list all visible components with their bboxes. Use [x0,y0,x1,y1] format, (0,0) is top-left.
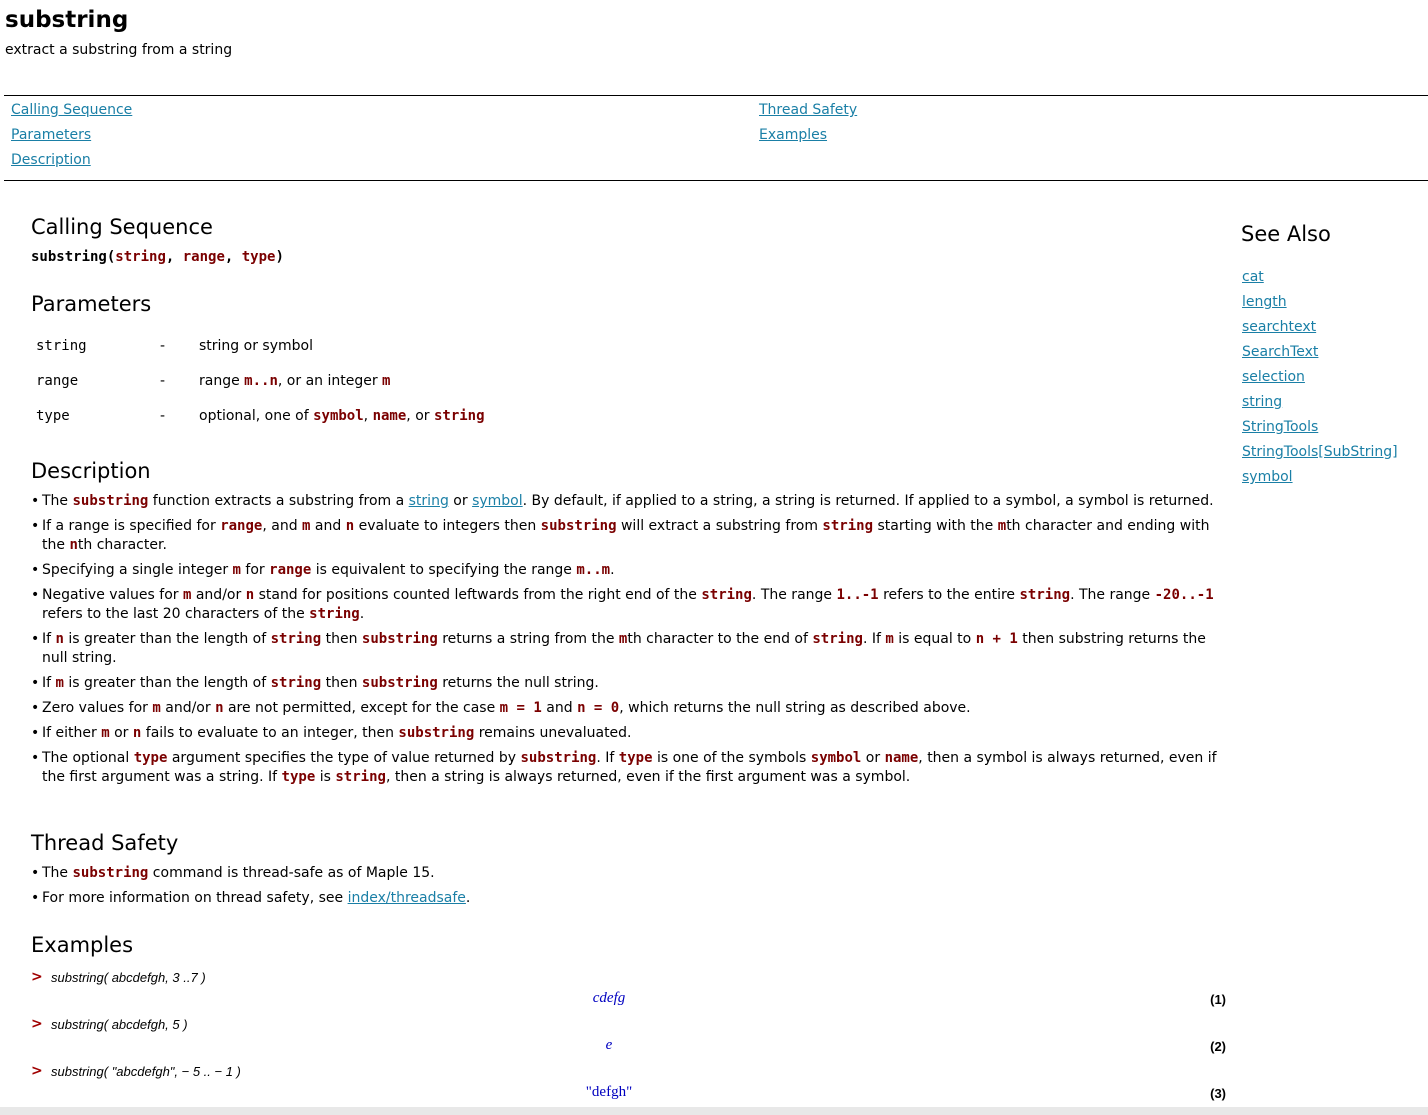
param-desc [199,408,485,424]
keyword: symbol [810,750,862,766]
description-item [31,749,1221,787]
description-list [31,492,1221,793]
param-text: range [199,373,245,389]
equation-label: (3) [1210,1086,1226,1101]
text: is greater than the length of [63,675,271,691]
text: returns the null string. [437,675,599,691]
text: The optional [42,750,134,766]
text: , then a string is always returned, even if the first argument was a symbol. [385,769,911,785]
text: . [465,890,471,906]
equation-label: (2) [1210,1039,1226,1054]
text: will extract a substring from [616,518,823,534]
parameters-heading: Parameters [31,292,152,316]
text: The [42,493,73,509]
link-string[interactable]: string [408,493,449,509]
keyword: n [69,537,78,553]
text: then [321,631,362,647]
text: refers to the last 20 characters of the [42,606,310,622]
text: is one of the symbols [652,750,811,766]
text: are not permitted, except for the case [223,700,500,716]
cs-arg-type: type [241,249,276,265]
keyword: range [269,562,312,578]
text: returns a string from the [437,631,619,647]
prompt-icon: > [31,1016,43,1032]
description-heading: Description [31,459,151,483]
text: for [240,562,270,578]
text: argument specifies the type of value returned by [167,750,521,766]
toc-link-description[interactable]: Description [11,152,91,168]
text: th character and ending with the [42,518,1210,553]
see-also-link-string[interactable]: string [1242,394,1283,410]
keyword: m = 1 [499,700,542,716]
text: and [310,518,346,534]
keyword: string [822,518,873,534]
text: If [42,631,56,647]
text: or [109,725,133,741]
see-also-link-stringtools-substring[interactable]: StringTools[SubString] [1242,444,1398,460]
description-item [31,517,1221,555]
thread-safety-heading: Thread Safety [31,831,179,855]
text: For more information on thread safety, see [42,890,348,906]
text: . If [596,750,619,766]
keyword: string [309,606,360,622]
keyword: substring [361,631,438,647]
cs-function-name: substring( [31,249,116,265]
calling-sequence [31,249,284,265]
text: If a range is specified for [42,518,221,534]
cs-separator: , [224,249,242,265]
text: refers to the entire [878,587,1020,603]
prompt-icon: > [31,1063,43,1079]
keyword: -20..-1 [1154,587,1214,603]
keyword: type [618,750,653,766]
text: is equivalent to specifying the range [311,562,577,578]
keyword: substring [72,493,149,509]
description-item [31,492,1221,511]
cs-separator: , [165,249,183,265]
text: and [541,700,578,716]
text: starting with the [873,518,998,534]
text: function extracts a substring from a [148,493,409,509]
thread-safety-item [31,864,1221,883]
param-keyword: name [372,408,407,424]
param-name: range [36,373,79,389]
keyword: n [55,631,64,647]
param-dash: - [160,373,166,389]
description-item [31,699,1221,718]
link-symbol[interactable]: symbol [472,493,523,509]
example-output: "defgh" [585,1084,633,1100]
prompt-icon: > [31,969,43,985]
cs-arg-range: range [182,249,225,265]
keyword: string [270,675,322,691]
link-threadsafe[interactable]: index/threadsafe [347,890,466,906]
toc-divider-top [4,95,1428,96]
param-desc [199,373,390,389]
see-also-link-stringtools[interactable]: StringTools [1242,419,1319,435]
keyword: 1..-1 [836,587,879,603]
toc-divider-bottom [4,180,1428,181]
text: . By default, if applied to a string, a string is returned. If applied to a symbol, a symbol is returned. [522,493,1214,509]
text: then substring returns the null string. [42,631,1206,666]
text: and/or [160,700,216,716]
text: Zero values for [42,700,153,716]
see-also-link-symbol[interactable]: symbol [1242,469,1293,485]
param-keyword: symbol [313,408,364,424]
example-command[interactable]: substring( "abcdefgh", − 5 .. − 1 ) [51,1064,241,1079]
param-text: , or an integer [277,373,383,389]
keyword: string [701,587,752,603]
text: . The range [1070,587,1155,603]
keyword: string [812,631,863,647]
text: The [42,865,73,881]
keyword: m [997,518,1007,534]
param-text: , [363,408,373,424]
see-also-link-selection[interactable]: selection [1242,369,1305,385]
text: If [42,675,56,691]
keyword: m [302,518,311,534]
param-name: string [36,338,87,354]
description-item [31,630,1221,668]
param-name: type [36,408,70,424]
toc-link-parameters[interactable]: Parameters [11,127,92,143]
see-also-list [1242,265,1398,490]
text: or [448,493,473,509]
toc-link-examples[interactable]: Examples [759,127,828,143]
text: Negative values for [42,587,183,603]
keyword: m [101,725,110,741]
text: Specifying a single integer [42,562,233,578]
equation-label: (1) [1210,992,1226,1007]
keyword: substring [361,675,438,691]
keyword: n [215,700,224,716]
keyword: m [152,700,161,716]
keyword: n [245,587,255,603]
param-desc: string or symbol [199,338,313,354]
param-dash: - [160,408,166,424]
see-also-link-cat[interactable]: cat [1242,269,1264,285]
examples-heading: Examples [31,933,134,957]
description-item [31,674,1221,693]
keyword: string [1019,587,1071,603]
text: . [359,606,365,622]
example-output: cdefg [592,990,626,1006]
param-dash: - [160,338,166,354]
keyword: name [884,750,919,766]
text: and/or [191,587,246,603]
text: or [861,750,885,766]
page-subtitle: extract a substring from a string [5,42,233,58]
see-also-heading: See Also [1241,222,1331,246]
text: then [321,675,362,691]
description-item [31,586,1221,624]
keyword: substring [540,518,617,534]
keyword: n = 0 [577,700,620,716]
keyword: type [133,750,168,766]
text: th character to the end of [627,631,813,647]
text: If either [42,725,102,741]
text: is equal to [893,631,976,647]
keyword: string [335,769,386,785]
param-keyword: string [433,408,485,424]
cs-close: ) [275,249,284,265]
keyword: type [281,769,316,785]
calling-sequence-heading: Calling Sequence [31,215,213,239]
description-item [31,724,1221,743]
param-keyword: m..n [244,373,278,389]
text: evaluate to integers then [354,518,541,534]
page-title: substring [5,7,129,33]
cs-arg-string: string [115,249,166,265]
example-command[interactable]: substring( abcdefgh, 3 ..7 ) [51,970,206,985]
text: th character. [77,537,167,553]
description-item [31,561,1221,580]
text: . [610,562,615,578]
keyword: m..m [576,562,611,578]
text: is greater than the length of [63,631,271,647]
thread-safety-list [31,864,1221,914]
text: remains unevaluated. [474,725,632,741]
toc-link-calling-sequence[interactable]: Calling Sequence [11,102,133,118]
param-keyword: m [382,373,391,389]
horizontal-scrollbar[interactable] [0,1107,1428,1115]
param-text: , or [406,408,434,424]
text: fails to evaluate to an integer, then [141,725,399,741]
text: command is thread-safe as of Maple 15. [148,865,435,881]
keyword: n + 1 [975,631,1018,647]
keyword: substring [520,750,597,766]
keyword: m [885,631,894,647]
keyword: range [220,518,263,534]
see-also-link-length[interactable]: length [1242,294,1287,310]
toc-link-thread-safety[interactable]: Thread Safety [759,102,858,118]
keyword: m [55,675,64,691]
example-command[interactable]: substring( abcdefgh, 5 ) [51,1017,188,1032]
param-text: optional, one of [199,408,314,424]
keyword: substring [72,865,149,881]
text: , which returns the null string as described above. [619,700,971,716]
text: is [315,769,336,785]
see-also-link-searchtext[interactable]: searchtext [1242,319,1317,335]
keyword: m [182,587,192,603]
keyword: n [345,518,355,534]
text: . The range [751,587,837,603]
keyword: n [132,725,142,741]
keyword: substring [398,725,475,741]
keyword: m [618,631,628,647]
thread-safety-item [31,889,1221,908]
text: . If [862,631,886,647]
see-also-link-SearchText[interactable]: SearchText [1242,344,1319,360]
text: , then a symbol is always returned, even if the first argument was a string. If [42,750,1217,785]
text: stand for positions counted leftwards from the right end of the [254,587,702,603]
keyword: m [232,562,241,578]
text: , and [262,518,303,534]
keyword: string [270,631,322,647]
example-output: e [605,1037,613,1053]
